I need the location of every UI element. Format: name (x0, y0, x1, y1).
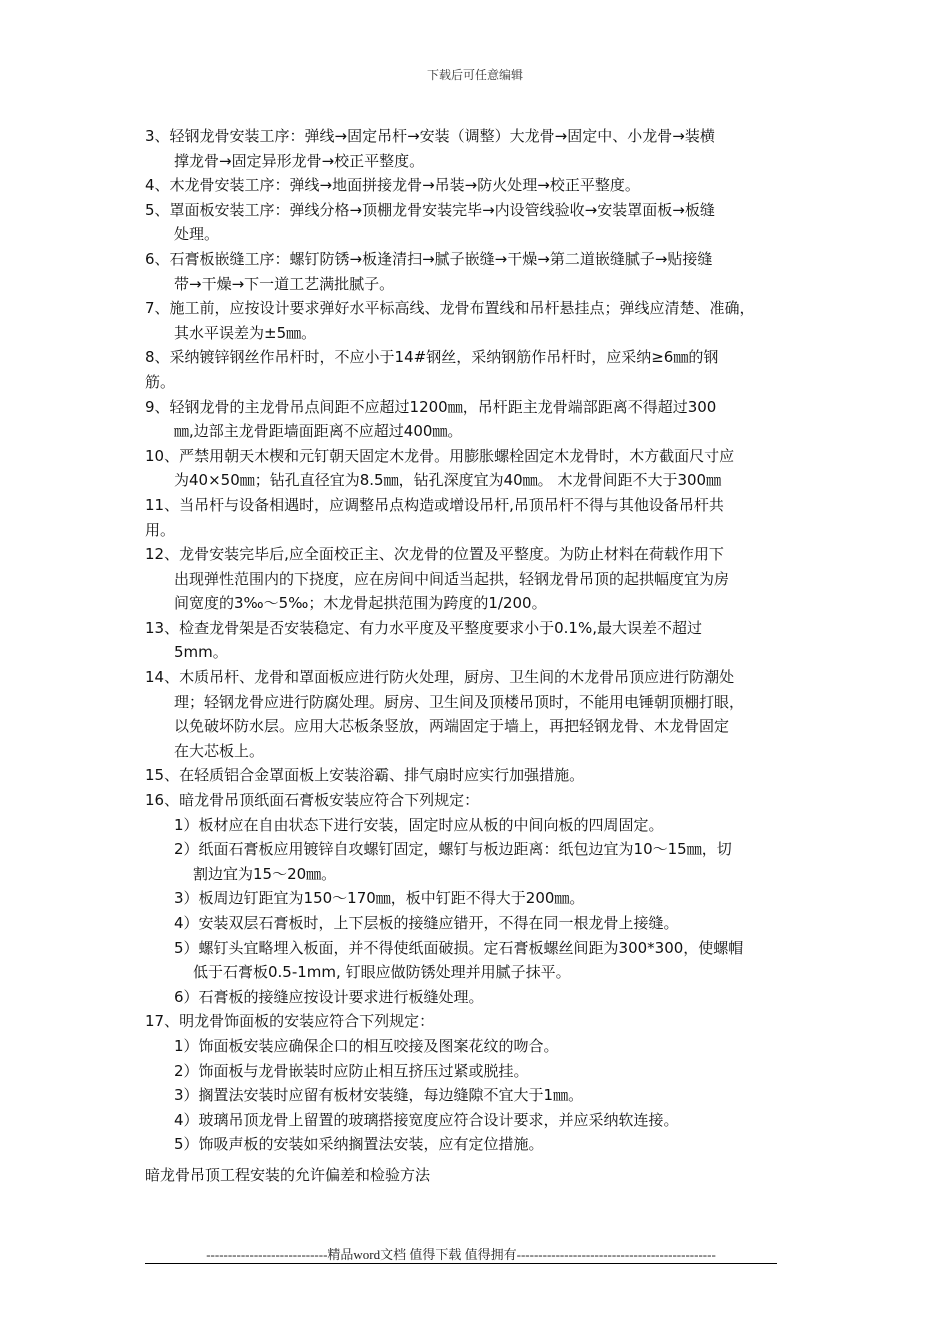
item-continuation-line: 用。 (145, 520, 176, 539)
sub-list-item (145, 813, 825, 838)
item-first-line: 13、检查龙骨架是否安装稳定、有力水平度及平整度要求小于0.1%,最大误差不超过 (145, 618, 702, 637)
list-item (145, 345, 825, 394)
sub-list-item (145, 886, 825, 911)
page-footer: ----------------------------精品word文档 值得下载 值得拥有---------------------------------------------- (206, 1247, 716, 1262)
sub-list-item (145, 1132, 825, 1157)
item-first-line: 8、采纳镀锌钢丝作吊杆时，不应小于14#钢丝，采纳钢筋作吊杆时，应采纳≥6㎜的钢 (145, 348, 719, 367)
list-item (145, 763, 825, 788)
item-continuation-line: 处理。 (174, 225, 220, 244)
sub-item-first-line: 2）纸面石膏板应用镀锌自攻螺钉固定，螺钉与板边距离：纸包边宜为10～15㎜，切 (174, 840, 732, 859)
list-item (145, 247, 825, 296)
item-continuation-line: 在大芯板上。 (174, 741, 265, 760)
item-first-line: 4、木龙骨安装工序：弹线→地面拼接龙骨→吊装→防火处理→校正平整度。 (145, 176, 640, 195)
item-first-line: 10、严禁用朝天木楔和元钉朝天固定木龙骨。用膨胀螺栓固定木龙骨时，木方截面尺寸应 (145, 446, 735, 465)
item-first-line: 7、施工前，应按设计要求弹好水平标高线、龙骨布置线和吊杆悬挂点；弹线应清楚、准确， (145, 299, 755, 318)
sub-list-item (145, 936, 825, 985)
section-title: 暗龙骨吊顶工程安装的允许偏差和检验方法 (145, 1165, 431, 1184)
item-continuation-line: 为40×50㎜；钻孔直径宜为8.5㎜，钻孔深度宜为40㎜。 木龙骨间距不大于300㎜ (174, 471, 722, 490)
item-first-line: 11、当吊杆与设备相遇时，应调整吊点构造或增设吊杆,吊顶吊杆不得与其他设备吊杆共 (145, 495, 724, 514)
sub-item-first-line: 4）玻璃吊顶龙骨上留置的玻璃搭接宽度应符合设计要求，并应采纳软连接。 (174, 1110, 679, 1129)
sub-list-item (145, 985, 825, 1010)
item-continuation-line: 5mm。 (174, 643, 228, 662)
item-continuation-line: 出现弹性范围内的下挠度，应在房间中间适当起拱，轻钢龙骨吊顶的起拱幅度宜为房 (174, 569, 730, 588)
sub-item-first-line: 2）饰面板与龙骨嵌装时应防止相互挤压过紧或脱挂。 (174, 1061, 529, 1080)
sub-item-first-line: 1）饰面板安装应确保企口的相互咬接及图案花纹的吻合。 (174, 1036, 559, 1055)
sub-list-item (145, 1108, 825, 1133)
item-first-line: 6、石膏板嵌缝工序：螺钉防锈→板逢清扫→腻子嵌缝→干燥→第二道嵌缝腻子→贴接缝 (145, 249, 713, 268)
list-item (145, 493, 825, 542)
item-continuation-line: 撑龙骨→固定异形龙骨→校正平整度。 (174, 151, 425, 170)
sub-list-item (145, 1059, 825, 1084)
sub-list-item (145, 1083, 825, 1108)
item-first-line: 15、在轻质铝合金罩面板上安装浴霸、排气扇时应实行加强措施。 (145, 766, 585, 785)
document-body (145, 124, 825, 1188)
sub-item-first-line: 6）石膏板的接缝应按设计要求进行板缝处理。 (174, 987, 484, 1006)
item-continuation-line: 理；轻钢龙骨应进行防腐处理。厨房、卫生间及顶楼吊顶时，不能用电锤朝顶棚打眼， (174, 692, 745, 711)
sub-list-item (145, 837, 825, 886)
item-continuation-line: 筋。 (145, 372, 176, 391)
item-first-line: 9、轻钢龙骨的主龙骨吊点间距不应超过1200㎜，吊杆距主龙骨端部距离不得超过300 (145, 397, 717, 416)
list-item (145, 542, 825, 616)
page-header: 下载后可任意编辑 (426, 68, 523, 82)
list-item (145, 173, 825, 198)
item-first-line: 16、暗龙骨吊顶纸面石膏板安装应符合下列规定： (145, 791, 480, 810)
item-continuation-line: 以免破坏防水层。应用大芯板条竖放，两端固定于墙上，再把轻钢龙骨、木龙骨固定 (174, 717, 730, 736)
list-item (145, 124, 825, 173)
list-item (145, 1009, 825, 1157)
sub-item-continuation-line: 低于石膏板0.5-1mm, 钉眼应做防锈处理并用腻子抹平。 (193, 963, 571, 982)
sub-item-first-line: 1）板材应在自由状态下进行安装，固定时应从板的中间向板的四周固定。 (174, 815, 664, 834)
sub-item-first-line: 5）饰吸声板的安装如采纳搁置法安装，应有定位措施。 (174, 1135, 544, 1154)
sub-item-first-line: 4）安装双层石膏板时，上下层板的接缝应错开，不得在同一根龙骨上接缝。 (174, 914, 679, 932)
footer-rule (145, 1263, 777, 1264)
sub-item-first-line: 3）搁置法安装时应留有板材安装缝，每边缝隙不宜大于1㎜。 (174, 1086, 584, 1105)
list-item (145, 395, 825, 444)
item-first-line: 17、明龙骨饰面板的安装应符合下列规定： (145, 1012, 435, 1031)
item-continuation-line: 带→干燥→下一道工艺满批腻子。 (174, 274, 395, 293)
item-continuation-line: 其水平误差为±5㎜。 (174, 323, 317, 342)
item-continuation-line: ㎜,边部主龙骨距墙面距离不应超过400㎜。 (174, 422, 463, 441)
sub-list-item (145, 911, 825, 936)
list-item (145, 616, 825, 665)
item-first-line: 14、木质吊杆、龙骨和罩面板应进行防火处理，厨房、卫生间的木龙骨吊顶应进行防潮处 (145, 668, 735, 687)
item-continuation-line: 间宽度的3‰～5‰；木龙骨起拱范围为跨度的1/200。 (174, 594, 547, 613)
list-item (145, 198, 825, 247)
list-item (145, 444, 825, 493)
list-item (145, 296, 825, 345)
list-item (145, 665, 825, 763)
list-item (145, 788, 825, 1009)
item-first-line: 3、轻钢龙骨安装工序：弹线→固定吊杆→安装（调整）大龙骨→固定中、小龙骨→装横 (145, 127, 715, 145)
sub-list-item (145, 1034, 825, 1059)
sub-item-continuation-line: 割边宜为15～20㎜。 (193, 864, 337, 883)
sub-item-first-line: 3）板周边钉距宜为150～170㎜，板中钉距不得大于200㎜。 (174, 889, 585, 908)
item-first-line: 12、龙骨安装完毕后,应全面校正主、次龙骨的位置及平整度。为防止材料在荷载作用下 (145, 545, 724, 564)
sub-item-first-line: 5）螺钉头宜略埋入板面，并不得使纸面破损。定石膏板螺丝间距为300*300，使螺帽 (174, 938, 744, 957)
item-first-line: 5、罩面板安装工序：弹线分格→顶棚龙骨安装完毕→内设管线验收→安装罩面板→板缝 (145, 200, 715, 219)
